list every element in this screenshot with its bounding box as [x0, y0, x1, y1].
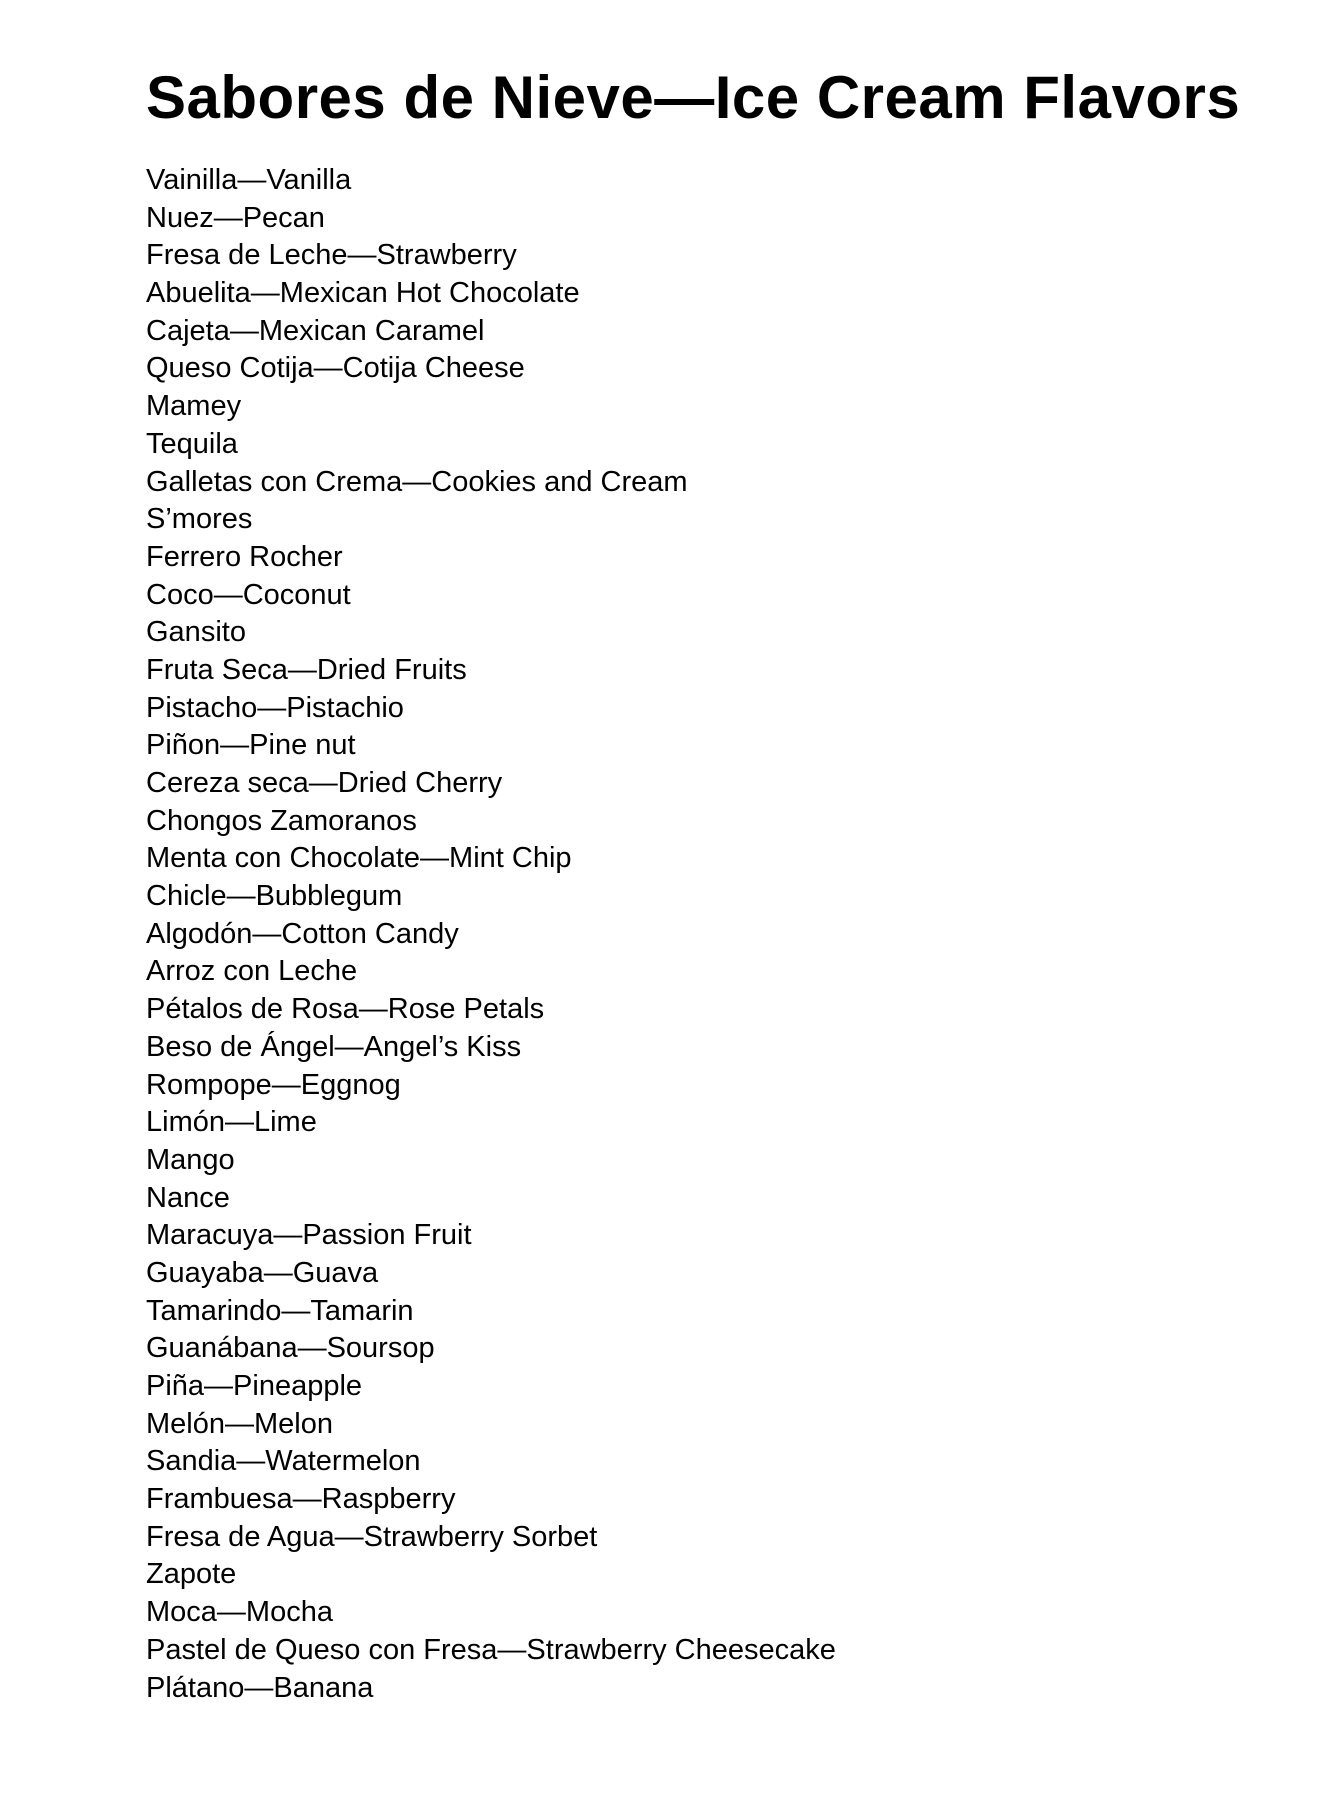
flavor-item: Queso Cotija—Cotija Cheese — [146, 352, 525, 385]
flavor-item: Menta con Chocolate—Mint Chip — [146, 842, 572, 875]
flavor-item: Fresa de Agua—Strawberry Sorbet — [146, 1520, 598, 1553]
flavor-item: Pastel de Queso con Fresa—Strawberry Cheesecake — [146, 1633, 836, 1666]
flavor-item: Abuelita—Mexican Hot Chocolate — [146, 277, 580, 310]
flavor-item: Piñon—Pine nut — [146, 729, 356, 762]
flavor-item: Coco—Coconut — [146, 578, 351, 611]
flavor-item: Gansito — [146, 616, 246, 649]
flavor-item: Ferrero Rocher — [146, 540, 343, 573]
flavor-item: Melón—Melon — [146, 1407, 333, 1440]
flavor-menu-page — [146, 60, 1296, 1704]
flavor-item: Mango — [146, 1143, 235, 1176]
flavor-item: Plátano—Banana — [146, 1671, 374, 1704]
flavor-item: Sandia—Watermelon — [146, 1445, 421, 1478]
flavor-item: Rompope—Eggnog — [146, 1068, 401, 1101]
flavor-item: Fruta Seca—Dried Fruits — [146, 653, 467, 686]
flavor-item: Nance — [146, 1181, 230, 1214]
flavor-item: Chongos Zamoranos — [146, 804, 417, 837]
flavor-item: S’mores — [146, 503, 253, 536]
flavor-item: Nuez—Pecan — [146, 201, 325, 234]
flavor-item: Pistacho—Pistachio — [146, 691, 404, 724]
flavor-item: Guanábana—Soursop — [146, 1332, 435, 1365]
flavor-item: Vainilla—Vanilla — [146, 164, 352, 196]
flavor-item: Limón—Lime — [146, 1106, 317, 1139]
flavor-item: Guayaba—Guava — [146, 1256, 379, 1289]
flavor-item: Tamarindo—Tamarin — [146, 1294, 414, 1327]
flavor-item: Zapote — [146, 1558, 237, 1591]
flavor-item: Beso de Ángel—Angel’s Kiss — [146, 1030, 522, 1063]
flavor-item: Moca—Mocha — [146, 1596, 333, 1629]
flavor-list — [146, 162, 836, 1707]
flavor-item: Chicle—Bubblegum — [146, 880, 403, 913]
flavor-item: Frambuesa—Raspberry — [146, 1483, 456, 1516]
flavor-item: Mamey — [146, 390, 242, 423]
flavor-item: Arroz con Leche — [146, 955, 358, 988]
flavor-item: Cajeta—Mexican Caramel — [146, 314, 485, 347]
flavor-item: Tequila — [146, 427, 238, 460]
flavor-item: Pétalos de Rosa—Rose Petals — [146, 993, 545, 1026]
flavor-item: Fresa de Leche—Strawberry — [146, 239, 517, 272]
flavor-item: Galletas con Crema—Cookies and Cream — [146, 465, 688, 498]
page-title: Sabores de Nieve—Ice Cream Flavors — [146, 64, 1241, 131]
flavor-item: Algodón—Cotton Candy — [146, 917, 459, 950]
flavor-item: Cereza seca—Dried Cherry — [146, 767, 503, 799]
flavor-item: Piña—Pineapple — [146, 1370, 363, 1402]
flavor-item: Maracuya—Passion Fruit — [146, 1219, 472, 1252]
